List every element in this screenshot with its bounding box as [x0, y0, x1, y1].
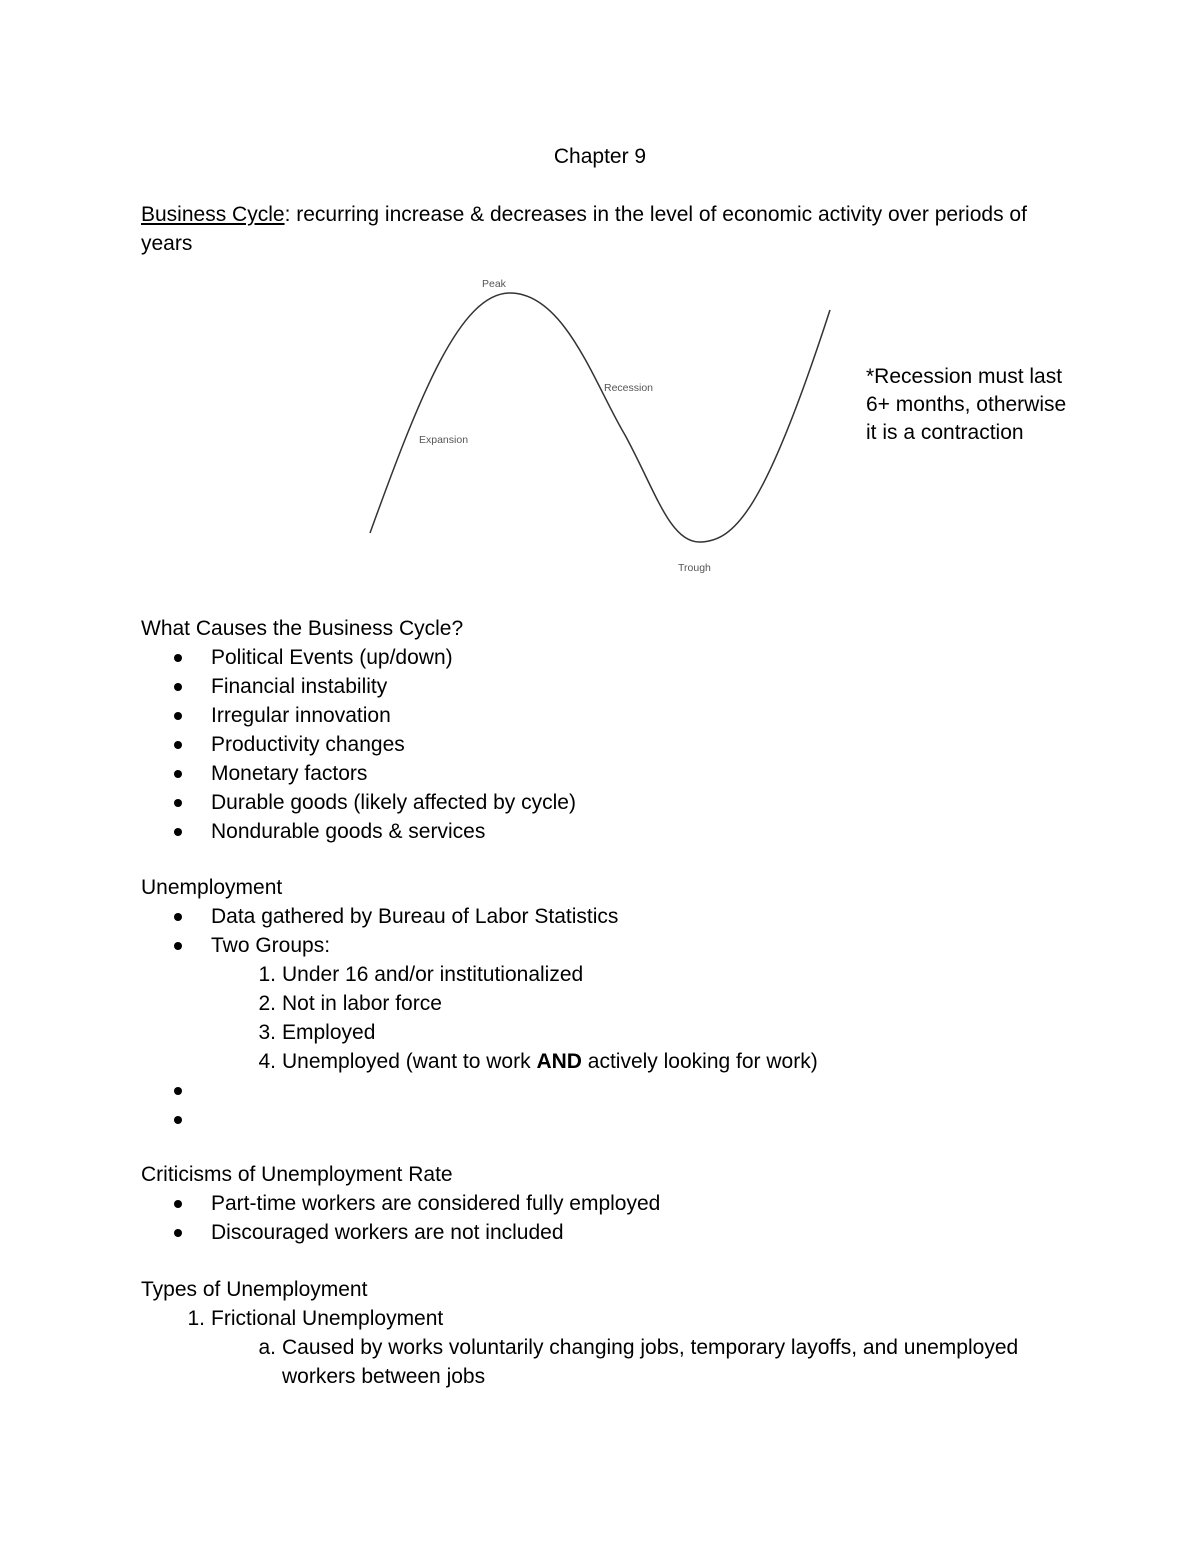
note-line: 6+ months, otherwise	[866, 393, 1067, 416]
recession-label: Recession	[604, 382, 654, 394]
bullet-icon	[174, 770, 182, 778]
unemployment-heading: Unemployment	[141, 876, 283, 899]
trough-label: Trough	[678, 562, 711, 574]
expansion-label: Expansion	[419, 434, 469, 446]
bullet-icon	[174, 942, 182, 950]
bullet-icon	[174, 1116, 182, 1124]
business-cycle-diagram	[350, 265, 850, 585]
bullet-icon	[174, 799, 182, 807]
bullet-icon	[174, 654, 182, 662]
causes-heading: What Causes the Business Cycle?	[141, 617, 464, 640]
definition-text: : recurring increase & decreases in the level of economic activity over periods of years	[141, 203, 1027, 255]
bullet-icon	[174, 712, 182, 720]
types-heading: Types of Unemployment	[141, 1278, 368, 1301]
recession-note	[866, 362, 1066, 446]
bullet-icon	[174, 1200, 182, 1208]
bullet-icon	[174, 1229, 182, 1237]
bullet-icon	[174, 683, 182, 691]
business-cycle-definition	[141, 200, 1061, 258]
bullet-icon	[174, 913, 182, 921]
page-title: Chapter 9	[553, 145, 647, 168]
bullet-icon	[174, 1087, 182, 1095]
note-line: it is a contraction	[866, 421, 1024, 444]
bullet-icon	[174, 828, 182, 836]
criticisms-heading: Criticisms of Unemployment Rate	[141, 1163, 453, 1186]
business-cycle-curve	[370, 293, 830, 542]
definition-term: Business Cycle	[141, 203, 285, 226]
note-line: *Recession must last	[866, 365, 1063, 388]
peak-label: Peak	[482, 278, 506, 290]
bullet-icon	[174, 741, 182, 749]
